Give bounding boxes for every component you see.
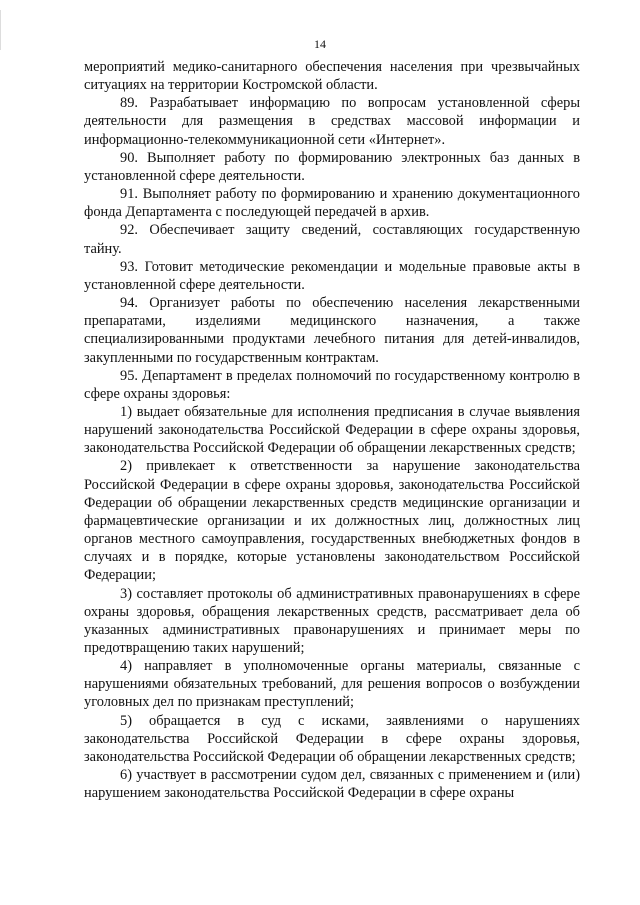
paragraph-89: 89. Разрабатывает информацию по вопросам установленной сферы деятельности для размещения в средствах массовой информации и информационно-телекоммуникационной сети «Интернет». bbox=[84, 95, 580, 148]
paragraph-91: 91. Выполняет работу по формированию и хранению документационного фонда Департамента с последующей передачей в архив. bbox=[84, 186, 580, 221]
subitem-4: 4) направляет в уполномоченные органы материалы, связанные с нарушениями обязательных требований, для решения вопросов о возбуждении уголовных дел по признакам преступлений; bbox=[84, 658, 580, 711]
paragraph-90: 90. Выполняет работу по формированию электронных баз данных в установленной сфере деятельности. bbox=[84, 149, 580, 184]
subitem-2: 2) привлекает к ответственности за нарушение законодательства Российской Федерации в сфере охраны здоровья, законодательства Российской Федерации об обращении лекарственных средств медицинские организации и фармацевтические организации и их должностных лиц, должностных лиц органов местного самоуправления, государственных внебюджетных фондов в случаях и в порядке, которые установлены законодательством Российской Федерации; bbox=[84, 458, 580, 584]
subitem-6: 6) участвует в рассмотрении судом дел, связанных с применением и (или) нарушением законодательства Российской Федерации в сфере охраны bbox=[84, 767, 580, 802]
paragraph-94: 94. Организует работы по обеспечению населения лекарственными препаратами, изделиями медицинского назначения, а также специализированными продуктами лечебного питания для детей-инвалидов, закупленными по государственным контрактам. bbox=[84, 295, 580, 366]
page-number: 14 bbox=[314, 37, 326, 51]
subitem-3: 3) составляет протоколы об административных правонарушениях в сфере охраны здоровья, обращения лекарственных средств, рассматривает дела об указанных административных правонарушениях и принимает меры по предотвращению таких нарушений; bbox=[84, 585, 580, 656]
document-body bbox=[84, 58, 580, 802]
paragraph-continuation: мероприятий медико-санитарного обеспечения населения при чрезвычайных ситуациях на территории Костромской области. bbox=[84, 59, 580, 94]
subitem-5: 5) обращается в суд с исками, заявлениями о нарушениях законодательства Российской Федерации в сфере охраны здоровья, законодательства Российской Федерации об обращении лекарственных средств; bbox=[84, 712, 580, 765]
paragraph-92: 92. Обеспечивает защиту сведений, составляющих государственную тайну. bbox=[84, 222, 580, 257]
paragraph-93: 93. Готовит методические рекомендации и модельные правовые акты в установленной сфере деятельности. bbox=[84, 258, 580, 293]
subitem-1: 1) выдает обязательные для исполнения предписания в случае выявления нарушений законодательства Российской Федерации в сфере охраны здоровья, законодательства Российской Федерации об обращении лекарственных средств; bbox=[84, 403, 580, 457]
paragraph-95: 95. Департамент в пределах полномочий по государственному контролю в сфере охраны здоровья: bbox=[84, 367, 580, 402]
